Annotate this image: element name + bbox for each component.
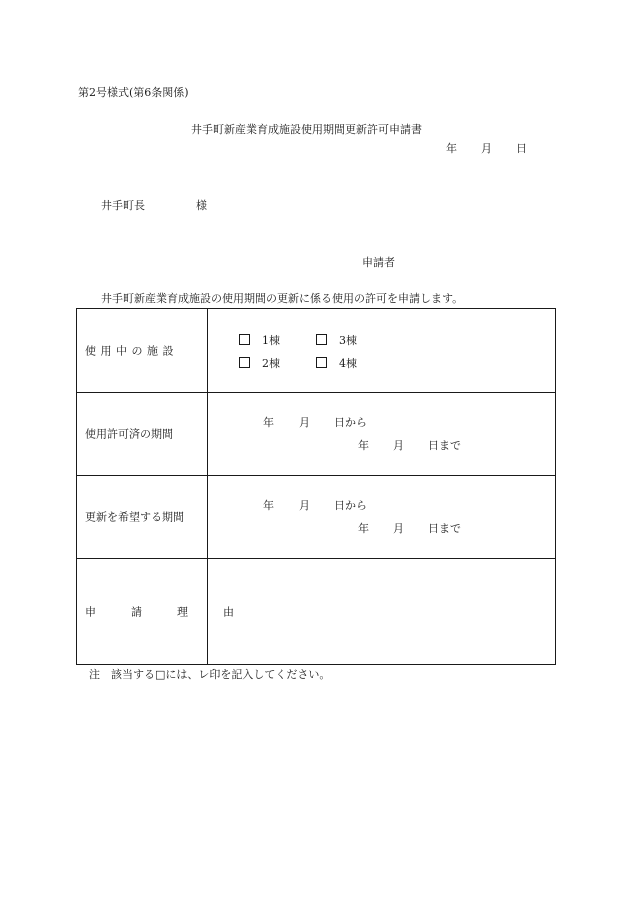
addressee-honorific: 様: [196, 199, 207, 212]
reason-label-cell: [77, 559, 234, 664]
desired-period-label: 更新を希望する期間: [85, 510, 184, 524]
checkbox-icon[interactable]: [316, 334, 327, 345]
permitted-period-label-cell: [77, 393, 208, 475]
footnote: 注 該当する□には、レ印を記入してください。: [89, 668, 331, 681]
date-day-label: 日: [516, 142, 527, 155]
application-table: [76, 308, 556, 665]
applicant-label: 申請者: [362, 256, 395, 269]
permitted-period-row: [77, 392, 555, 475]
desired-period-value-cell[interactable]: [208, 476, 555, 558]
date-year-label: 年: [446, 142, 457, 155]
from-year-label: 年: [263, 416, 274, 429]
to-day-label: 日まで: [428, 522, 461, 535]
reason-value-cell[interactable]: [208, 559, 555, 664]
to-day-label: 日まで: [428, 439, 461, 452]
date-month-label: 月: [481, 142, 492, 155]
facility-option-label: 4棟: [339, 357, 357, 370]
permitted-period-label: 使用許可済の期間: [85, 427, 173, 441]
reason-row: [77, 558, 555, 664]
checkbox-icon[interactable]: [316, 357, 327, 368]
facility-option-3[interactable]: [316, 334, 357, 346]
from-month-label: 月: [299, 416, 310, 429]
from-day-label: 日から: [334, 499, 367, 512]
to-year-label: 年: [358, 439, 369, 452]
to-month-label: 月: [393, 439, 404, 452]
from-month-label: 月: [299, 499, 310, 512]
facility-option-1[interactable]: [239, 334, 280, 346]
from-day-label: 日から: [334, 416, 367, 429]
facility-row: [77, 309, 555, 392]
desired-period-row: [77, 475, 555, 558]
permitted-period-value-cell[interactable]: [208, 393, 555, 475]
reason-label: 申 請 理 由: [85, 605, 234, 618]
facility-option-4[interactable]: [316, 357, 357, 369]
facility-label: 使 用 中 の 施 設: [85, 344, 174, 357]
facility-option-2[interactable]: [239, 357, 280, 369]
document-title: 井手町新産業育成施設使用期間更新許可申請書: [191, 123, 422, 136]
facility-label-cell: [77, 309, 208, 392]
facility-option-label: 2棟: [262, 357, 280, 370]
form-number: 第2号様式(第6条関係): [78, 86, 189, 99]
from-year-label: 年: [263, 499, 274, 512]
intro-text: 井手町新産業育成施設の使用期間の更新に係る使用の許可を申請します。: [101, 292, 464, 305]
to-year-label: 年: [358, 522, 369, 535]
checkbox-icon[interactable]: [239, 357, 250, 368]
to-month-label: 月: [393, 522, 404, 535]
facility-option-label: 3棟: [339, 334, 357, 347]
facility-value-cell: [208, 309, 555, 392]
addressee-name: 井手町長: [101, 199, 145, 212]
facility-option-label: 1棟: [262, 334, 280, 347]
checkbox-icon[interactable]: [239, 334, 250, 345]
desired-period-label-cell: [77, 476, 208, 558]
